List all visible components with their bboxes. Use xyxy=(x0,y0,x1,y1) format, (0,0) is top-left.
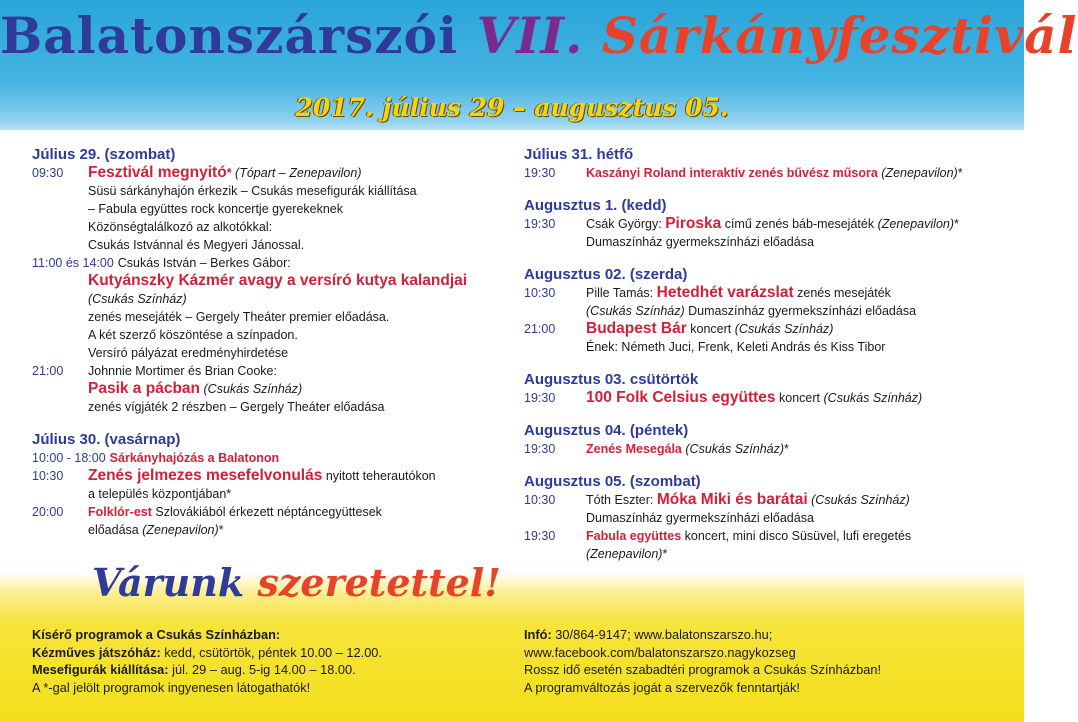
footer-side-programs xyxy=(32,626,512,696)
event-row xyxy=(524,215,1004,233)
footer-label: Kézműves játszóház: xyxy=(32,644,161,660)
event-time: 10:30 xyxy=(32,469,64,483)
event-detail: a település központjában* xyxy=(88,487,232,501)
event-authors: Csukás István – Berkes Gábor: xyxy=(117,256,291,270)
event-row xyxy=(524,440,1004,458)
day-heading-aug05: Augusztus 05. (szombat) xyxy=(524,473,701,490)
event-place: (Csukás Színház) xyxy=(203,382,303,396)
event-row xyxy=(524,527,1004,545)
footer-text: A *-gal jelölt programok ingyenesen látogathatók! xyxy=(32,679,311,695)
event-detail: Versíró pályázat eredményhirdetése xyxy=(88,346,289,360)
event-detail: koncert xyxy=(690,322,732,336)
event-detail: zenés vígjáték 2 részben – Gergely Theáter előadása xyxy=(88,400,385,414)
event-title: 100 Folk Celsius együttes xyxy=(586,389,776,406)
event-title: Fabula együttes xyxy=(586,529,682,543)
event-detail: című zenés báb-mesejáték xyxy=(724,217,875,231)
event-detail: zenés mesejáték – Gergely Theáter premier előadása. xyxy=(88,310,390,324)
event-row xyxy=(32,503,502,521)
event-row xyxy=(32,164,502,182)
event-detail: Csukás Istvánnal és Megyeri Jánossal. xyxy=(88,238,305,252)
event-row xyxy=(524,284,1004,302)
day-heading-aug04: Augusztus 04. (péntek) xyxy=(524,422,689,439)
title-part-3: Sárkányfesztivál xyxy=(601,6,1078,65)
footer-info xyxy=(524,626,1004,696)
event-detail: Szlovákiából érkezett néptáncegyüttesek xyxy=(155,505,382,519)
footer-label: Mesefigurák kiállítása: xyxy=(32,662,169,677)
event-detail: előadása xyxy=(88,523,139,537)
free-star: * xyxy=(954,217,959,231)
event-title: Zenés Mesegála xyxy=(586,442,682,456)
event-place: (Zenepavilon) xyxy=(877,217,955,231)
event-detail: zenés mesejáték xyxy=(797,286,891,300)
event-detail: Dumaszínház gyermekszínházi előadása xyxy=(586,511,814,525)
footer-contact: 30/864-9147; www.balatonszarszo.hu; xyxy=(555,627,773,642)
event-time: 19:30 xyxy=(524,442,556,456)
event-title: Kaszányi Roland interaktív zenés bűvész műsora xyxy=(586,166,878,180)
festival-dates: 2017. július 29 – augusztus 05. xyxy=(295,93,729,122)
program-left-column xyxy=(32,145,502,539)
footer-label: Infó: xyxy=(524,627,552,642)
footer-text: Rossz idő esetén szabadtéri programok a Csukás Színházban! xyxy=(524,662,882,677)
event-authors: Johnnie Mortimer és Brian Cooke: xyxy=(88,364,277,378)
footer-facebook: www.facebook.com/balatonszarszo.nagykozseg xyxy=(524,644,796,660)
event-row xyxy=(32,449,502,467)
event-title: Budapest Bár xyxy=(586,320,687,337)
event-title: Móka Miki és barátai xyxy=(656,491,808,508)
event-title: Piroska xyxy=(665,215,722,232)
event-title: Kutyánszky Kázmér avagy a versíró kutya kalandjai xyxy=(88,272,468,289)
event-time: 09:30 xyxy=(32,166,64,180)
event-title: Fesztivál megnyitó xyxy=(88,164,227,181)
day-heading-aug02: Augusztus 02. (szerda) xyxy=(524,266,688,283)
event-time: 19:30 xyxy=(524,166,556,180)
event-place: (Csukás Színház) xyxy=(811,493,910,507)
festival-title xyxy=(0,6,1078,65)
event-time: 21:00 xyxy=(32,364,64,378)
event-row xyxy=(524,491,1004,509)
event-time: 21:00 xyxy=(524,322,556,336)
day-heading-aug01: Augusztus 1. (kedd) xyxy=(524,197,667,214)
event-row xyxy=(524,164,1004,182)
program-right-column xyxy=(524,145,1004,563)
event-title: Sárkányhajózás a Balatonon xyxy=(109,451,280,465)
welcome-part-2: szeretettel! xyxy=(257,560,501,605)
event-detail: – Fabula együttes rock koncertje gyerekeknek xyxy=(88,202,343,216)
title-part-1: Balatonszárszói xyxy=(0,6,477,65)
free-star: * xyxy=(226,166,232,180)
event-authors: Csák György: xyxy=(586,217,662,231)
event-title: Zenés jelmezes mesefelvonulás xyxy=(88,467,323,484)
event-time: 20:00 xyxy=(32,505,64,519)
event-detail: Ének: Németh Juci, Frenk, Keleti András és Kiss Tibor xyxy=(586,340,886,354)
event-detail: koncert, mini disco Süsüvel, lufi eregetés xyxy=(684,529,912,543)
event-time: 10:30 xyxy=(524,286,556,300)
event-row xyxy=(32,467,502,485)
event-time: 19:30 xyxy=(524,217,556,231)
event-place: (Csukás Színház) xyxy=(734,322,834,336)
event-row xyxy=(32,362,502,380)
free-star: * xyxy=(662,547,668,561)
footer-heading: Kísérő programok a Csukás Színházban: xyxy=(32,627,281,642)
event-time: 10:30 xyxy=(524,493,556,507)
event-detail: Dumaszínház gyermekszínházi előadása xyxy=(688,304,917,318)
footer-text: júl. 29 – aug. 5-ig 14.00 – 18.00. xyxy=(172,662,356,677)
event-detail: A két szerző köszöntése a színpadon. xyxy=(88,328,298,342)
event-place: (Csukás Színház) xyxy=(586,304,685,318)
event-time: 19:30 xyxy=(524,529,556,543)
event-row xyxy=(32,254,502,272)
event-time: 19:30 xyxy=(524,391,556,405)
free-star: * xyxy=(218,523,224,537)
event-title: Hetedhét varázslat xyxy=(656,284,794,301)
day-heading-aug03: Augusztus 03. csütörtök xyxy=(524,371,699,388)
footer-text: A programváltozás jogát a szervezők fenntartják! xyxy=(524,679,800,695)
event-place: (Zenepavilon) xyxy=(586,547,663,561)
free-star: * xyxy=(784,442,789,456)
event-place: (Tópart – Zenepavilon) xyxy=(235,166,362,180)
event-time: 10:00 - 18:00 xyxy=(32,451,106,465)
welcome-part-1: Várunk xyxy=(92,560,258,605)
day-heading-jul30: Július 30. (vasárnap) xyxy=(32,431,181,448)
event-authors: Tóth Eszter: xyxy=(586,493,654,507)
event-title: Folklór-est xyxy=(88,505,152,519)
event-authors: Pille Tamás: xyxy=(586,286,654,300)
free-star: * xyxy=(957,166,963,180)
event-detail: Dumaszínház gyermekszínházi előadása xyxy=(586,235,814,249)
day-heading-jul31: Július 31. hétfő xyxy=(524,146,634,163)
event-detail: nyitott teherautókon xyxy=(325,469,436,483)
event-place: (Csukás Színház) xyxy=(685,442,785,456)
event-place: (Csukás Színház) xyxy=(88,292,187,306)
event-title: Pasik a pácban xyxy=(88,380,201,397)
event-detail: Süsü sárkányhajón érkezik – Csukás mesefigurák kiállítása xyxy=(88,184,417,198)
event-row xyxy=(524,320,1004,338)
event-detail: Közönségtalálkozó az alkotókkal: xyxy=(88,220,273,234)
welcome-slogan xyxy=(92,560,501,605)
event-place: (Csukás Színház) xyxy=(823,391,923,405)
event-row xyxy=(524,389,1004,407)
event-time: 11:00 és 14:00 xyxy=(32,256,114,270)
event-detail: koncert xyxy=(779,391,821,405)
title-part-2: VII. xyxy=(476,6,602,65)
event-place: (Zenepavilon) xyxy=(142,523,219,537)
footer-text: kedd, csütörtök, péntek 10.00 – 12.00. xyxy=(164,644,382,660)
day-heading-jul29: Július 29. (szombat) xyxy=(32,146,176,163)
event-place: (Zenepavilon) xyxy=(881,166,958,180)
